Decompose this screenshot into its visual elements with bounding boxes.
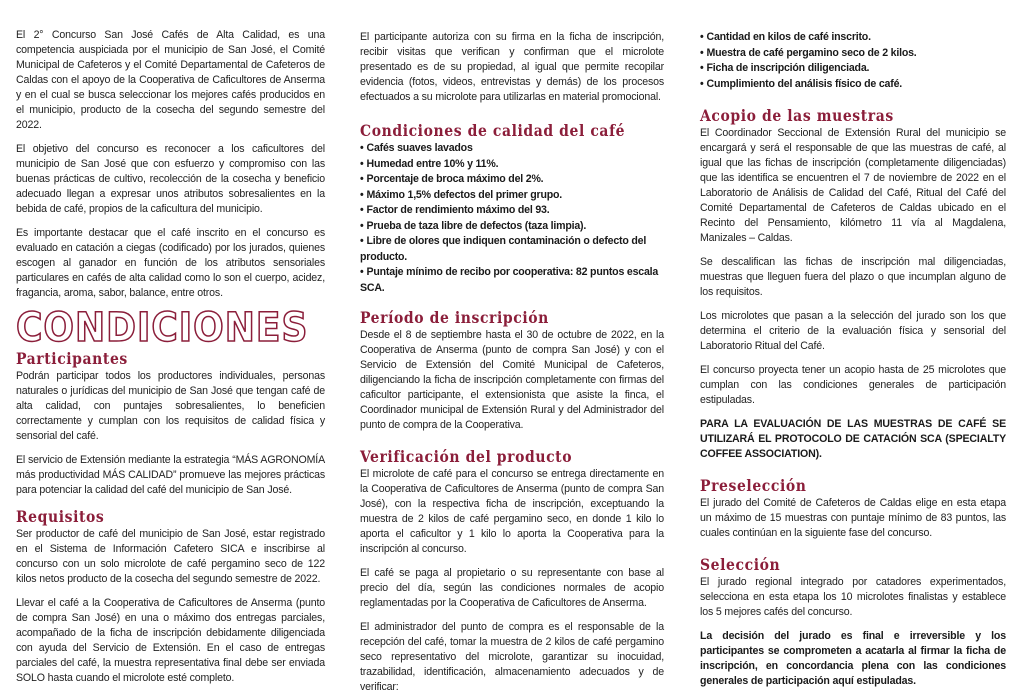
seleccion-paragraph-2: La decisión del jurado es final e irreversible y los participantes se comprometen a acatarla al firmar la ficha de inscripción, en concordancia plena con las condiciones generales de participación aquí estipuladas. (700, 630, 1006, 687)
participantes-paragraph-1: Podrán participar todos los productores individuales, personas naturales o jurídicas del municipio de San José que tengan café de alta calidad, con puntajes sobresalientes, lo beneficien correctamente y cumplan con los requisitos de calidad física y sensorial del café. (16, 370, 325, 442)
acopio-paragraph-4: El concurso proyecta tener un acopio hasta de 25 microlotes que cumplan con las condiciones generales de participación estipuladas. (700, 364, 1006, 406)
participantes-heading: Participantes (16, 349, 128, 368)
list-item: • Prueba de taza libre de defectos (taza limpia). (360, 219, 664, 235)
list-item: • Libre de olores que indiquen contaminación o defecto del producto. (360, 234, 664, 265)
calidad-heading: Condiciones de calidad del café (360, 121, 626, 140)
preseleccion-heading: Preselección (700, 476, 807, 495)
periodo-paragraph: Desde el 8 de septiembre hasta el 30 de octubre de 2022, en la Cooperativa de Anserma (punto de compra San José) y con el Servicio de Extensión del Comité Municipal de Cafeteros, diligenciando la ficha de inscripción completamente con firmas del caficultor participante, el extensionista que asiste la finca, el Coordinador municipal de Extensión Rural y del Administrador del punto de compra de la Cooperativa. (360, 329, 664, 431)
column-left (16, 28, 325, 684)
verificacion-heading: Verificación del producto (360, 447, 573, 466)
seleccion-paragraph-1: El jurado regional integrado por catadores experimentados, selecciona en esta etapa los 10 microlotes finalistas y establece los 5 mejores cafés del concurso. (700, 576, 1006, 618)
list-item: • Porcentaje de broca máximo del 2%. (360, 172, 664, 188)
list-item: • Cumplimiento del análisis físico de café. (700, 77, 1006, 93)
intro-paragraph-1: El 2° Concurso San José Cafés de Alta Calidad, es una competencia auspiciada por el municipio de San José, el Comité Municipal de Cafeteros y el Comité Departamental de Cafeteros de Caldas con el apoyo de la Cooperativa de Caficultores de Anserma y en el cual se busca seleccionar los mejores cafés producidos en el municipio, producto de la cosecha del segundo semestre del 2022. (16, 29, 325, 131)
acopio-paragraph-2: Se descalifican las fichas de inscripción mal diligenciadas, muestras que lleguen fuera del plazo o que incumplan alguno de los requisitos. (700, 256, 1006, 298)
acopio-heading: Acopio de las muestras (700, 106, 894, 125)
verificacion-paragraph-3: El administrador del punto de compra es el responsable de la recepción del café, tomar la muestra de 2 kilos de café pergamino seco representativo del microlote, garantizar su inocuidad, trazabilidad, identificación, almacenamiento adecuados y de verificar: (360, 621, 664, 693)
list-item: • Factor de rendimiento máximo del 93. (360, 203, 664, 219)
requisitos-paragraph-2: Llevar el café a la Cooperativa de Caficultores de Anserma (punto de compra San José) en una o máximo dos entregas parciales, acompañado de la ficha de inscripción debidamente diligenciada con ayuda del Servicio de Extensión. En el caso de entregas parciales del café, la muestra representativa final debe ser enviada SOLO hasta cuando el microlote esté completo. (16, 597, 325, 684)
participantes-paragraph-2: El servicio de Extensión mediante la estrategia “MÁS AGRONOMÍA más productividad MÁS CALIDAD” promueve las mejores prácticas para potenciar la calidad del café del municipio de San José. (16, 454, 325, 496)
acopio-paragraph-5: PARA LA EVALUACIÓN DE LAS MUESTRAS DE CAFÉ SE UTILIZARÁ EL PROTOCOLO DE CATACIÓN SCA (SPECIALTY COFFEE ASSOCIATION). (700, 418, 1006, 460)
list-item: • Ficha de inscripción diligenciada. (700, 61, 1006, 77)
intro-paragraph-3: Es importante destacar que el café inscrito en el concurso es evaluado en catación a ciegas (codificado) por los jurados, quienes escogen al ganador en función de los atributos sensoriales particulares en cafés de alta calidad como lo son el cuerpo, acidez, fragancia, aroma, sabor, balance, entre otros. (16, 227, 325, 299)
periodo-heading: Período de inscripción (360, 308, 549, 327)
verificar-list (700, 30, 1006, 92)
requisitos-paragraph-1: Ser productor de café del municipio de San José, estar registrado en el Sistema de Información Cafetero SICA e inscribirse al concurso con un solo microlote de café pergamino seco de 122 kilos netos producto de la cosecha del segundo semestre de 2022. (16, 528, 325, 585)
list-item: • Cafés suaves lavados (360, 141, 664, 157)
list-item: • Muestra de café pergamino seco de 2 kilos. (700, 46, 1006, 62)
list-item: • Máximo 1,5% defectos del primer grupo. (360, 188, 664, 204)
requisitos-heading: Requisitos (16, 507, 105, 526)
verificacion-paragraph-1: El microlote de café para el concurso se entrega directamente en la Cooperativa de Caficultores de Anserma (punto de compra San José), con la respectiva ficha de inscripción, exceptuando la muestra de 2 kilos de café pergamino seco, en donde 1 kilo lo aporta el caficultor y 1 kilo lo aporta la Cooperativa para la inscripción al concurso. (360, 468, 664, 555)
acopio-paragraph-3: Los microlotes que pasan a la selección del jurado son los que determina el criterio de la evaluación física y sensorial del Laboratorio Ritual del Café. (700, 310, 1006, 352)
column-right (700, 30, 1006, 687)
seleccion-heading: Selección (700, 555, 781, 574)
calidad-list (360, 141, 664, 296)
list-item: • Puntaje mínimo de recibo por cooperativa: 82 puntos escala SCA. (360, 265, 664, 296)
column-middle (360, 30, 664, 693)
condiciones-title: CONDICIONES (16, 305, 309, 351)
verificacion-paragraph-2: El café se paga al propietario o su representante con base al precio del día, según las condiciones normales de acopio reglamentadas por la Cooperativa de Caficultores de Anserma. (360, 567, 664, 609)
autorizacion-paragraph: El participante autoriza con su firma en la ficha de inscripción, recibir visitas que verifican y confirman que el microlote presentado es de su propiedad, al igual que permite recopilar evidencia (fotos, videos, entrevistas y demás) de los procesos efectuados a su microlote para utilizarlas en material promocional. (360, 31, 664, 103)
preseleccion-paragraph: El jurado del Comité de Cafeteros de Caldas elige en esta etapa un máximo de 15 muestras con puntaje mínimo de 83 puntos, las cuales continúan en la siguiente fase del concurso. (700, 497, 1006, 539)
acopio-paragraph-1: El Coordinador Seccional de Extensión Rural del municipio se encargará y será el responsable de que las muestras de café, al igual que las fichas de inscripción (completamente diligenciadas) que las identifica se encuentren el 7 de noviembre de 2022 en el Laboratorio de Análisis de Calidad del Café, Ritual del Café del Comité Departamental de Cafeteros de Caldas ubicado en el Recinto del Pensamiento, kilómetro 11 vía al Magdalena, Manizales – Caldas. (700, 127, 1006, 244)
list-item: • Cantidad en kilos de café inscrito. (700, 30, 1006, 46)
list-item: • Humedad entre 10% y 11%. (360, 157, 664, 173)
intro-paragraph-2: El objetivo del concurso es reconocer a los caficultores del municipio de San José que con esfuerzo y compromiso con las buenas prácticas de cultivo, recolección de la cosecha y beneficio adecuado llegan a expresar unos atributos sobresalientes en la bebida de café, propios de la caficultura del municipio. (16, 143, 325, 215)
